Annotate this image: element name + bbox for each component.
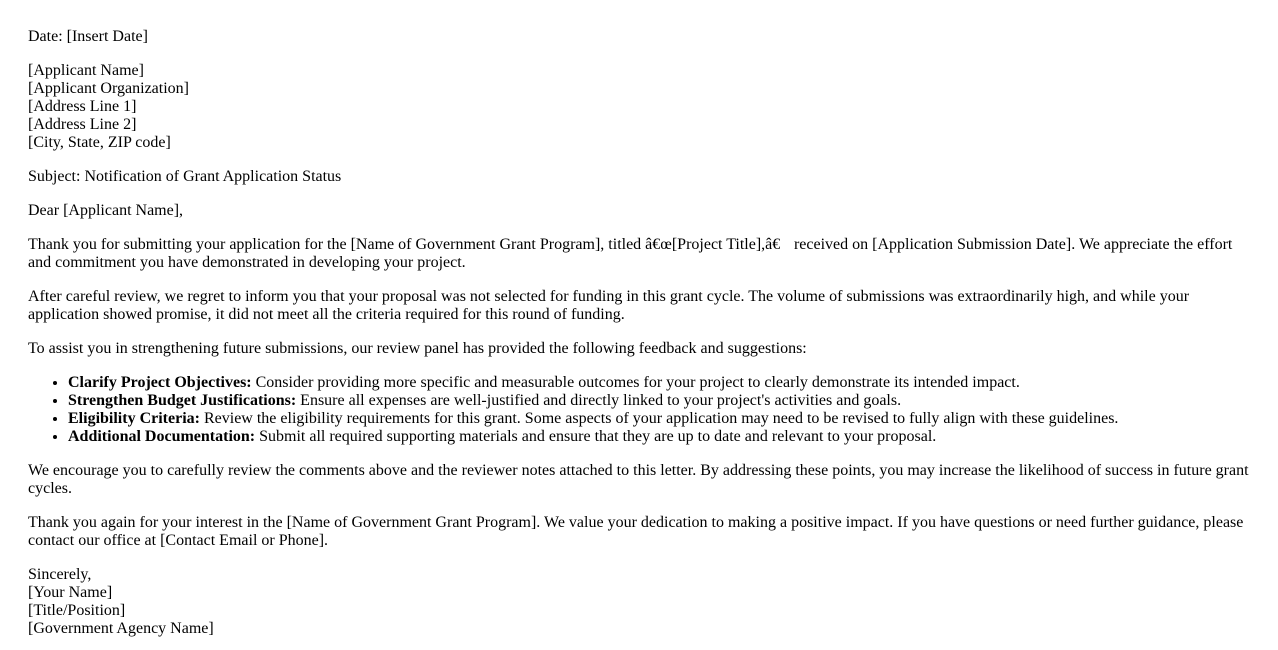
- date-line: Date: [Insert Date]: [28, 28, 148, 45]
- feedback-item-title: Strengthen Budget Justifications:: [68, 392, 297, 409]
- feedback-item-title: Eligibility Criteria:: [68, 410, 200, 427]
- feedback-item-title: Additional Documentation:: [68, 428, 256, 445]
- feedback-item-text: Review the eligibility requirements for this grant. Some aspects of your application may need to be revised to fully align with these guidelines.: [199, 410, 1119, 427]
- signer-title: [Title/Position]: [28, 602, 126, 619]
- recipient-organization: [Applicant Organization]: [28, 80, 189, 97]
- paragraph-feedback-intro: To assist you in strengthening future submissions, our review panel has provided the following feedback and suggestions:: [28, 340, 807, 357]
- recipient-city-state-zip: [City, State, ZIP code]: [28, 134, 171, 151]
- letter: [28, 28, 1252, 638]
- signer-agency: [Government Agency Name]: [28, 620, 214, 637]
- salutation: Dear [Applicant Name],: [28, 202, 184, 219]
- feedback-item: [68, 374, 1252, 392]
- subject-line: Subject: Notification of Grant Application Status: [28, 168, 342, 185]
- paragraph-encouragement: We encourage you to carefully review the comments above and the reviewer notes attached to this letter. By addressing these points, you may increase the likelihood of success in future grant cycles.: [28, 462, 1249, 497]
- recipient-address-line-1: [Address Line 1]: [28, 98, 137, 115]
- feedback-item-text: Consider providing more specific and measurable outcomes for your project to clearly demonstrate its intended impact.: [251, 374, 1020, 391]
- signer-name: [Your Name]: [28, 584, 113, 601]
- recipient-name: [Applicant Name]: [28, 62, 144, 79]
- recipient-address-line-2: [Address Line 2]: [28, 116, 137, 133]
- feedback-item-text: Submit all required supporting materials and ensure that they are up to date and relevant to your proposal.: [255, 428, 937, 445]
- recipient-address: [28, 62, 1252, 152]
- feedback-item: [68, 410, 1252, 428]
- signature-block: [28, 566, 1252, 638]
- feedback-list: [28, 374, 1252, 446]
- paragraph-decision: After careful review, we regret to inform you that your proposal was not selected for funding in this grant cycle. The volume of submissions was extraordinarily high, and while your application showed promise, it did not meet all the criteria required for this round of funding.: [28, 288, 1190, 323]
- feedback-item: [68, 428, 1252, 446]
- feedback-item-text: Ensure all expenses are well-justified and directly linked to your project's activities and goals.: [296, 392, 902, 409]
- feedback-item: [68, 392, 1252, 410]
- closing-word: Sincerely,: [28, 566, 92, 583]
- paragraph-thank-you: Thank you for submitting your application for the [Name of Government Grant Program], titled â€œ[Project Title],â€ received on [Application Submission Date]. We appreciate the effort and commitment you have demonstrated in developing your project.: [28, 236, 1233, 271]
- feedback-item-title: Clarify Project Objectives:: [68, 374, 252, 391]
- paragraph-closing: Thank you again for your interest in the [Name of Government Grant Program]. We value your dedication to making a positive impact. If you have questions or need further guidance, please contact our office at [Contact Email or Phone].: [28, 514, 1244, 549]
